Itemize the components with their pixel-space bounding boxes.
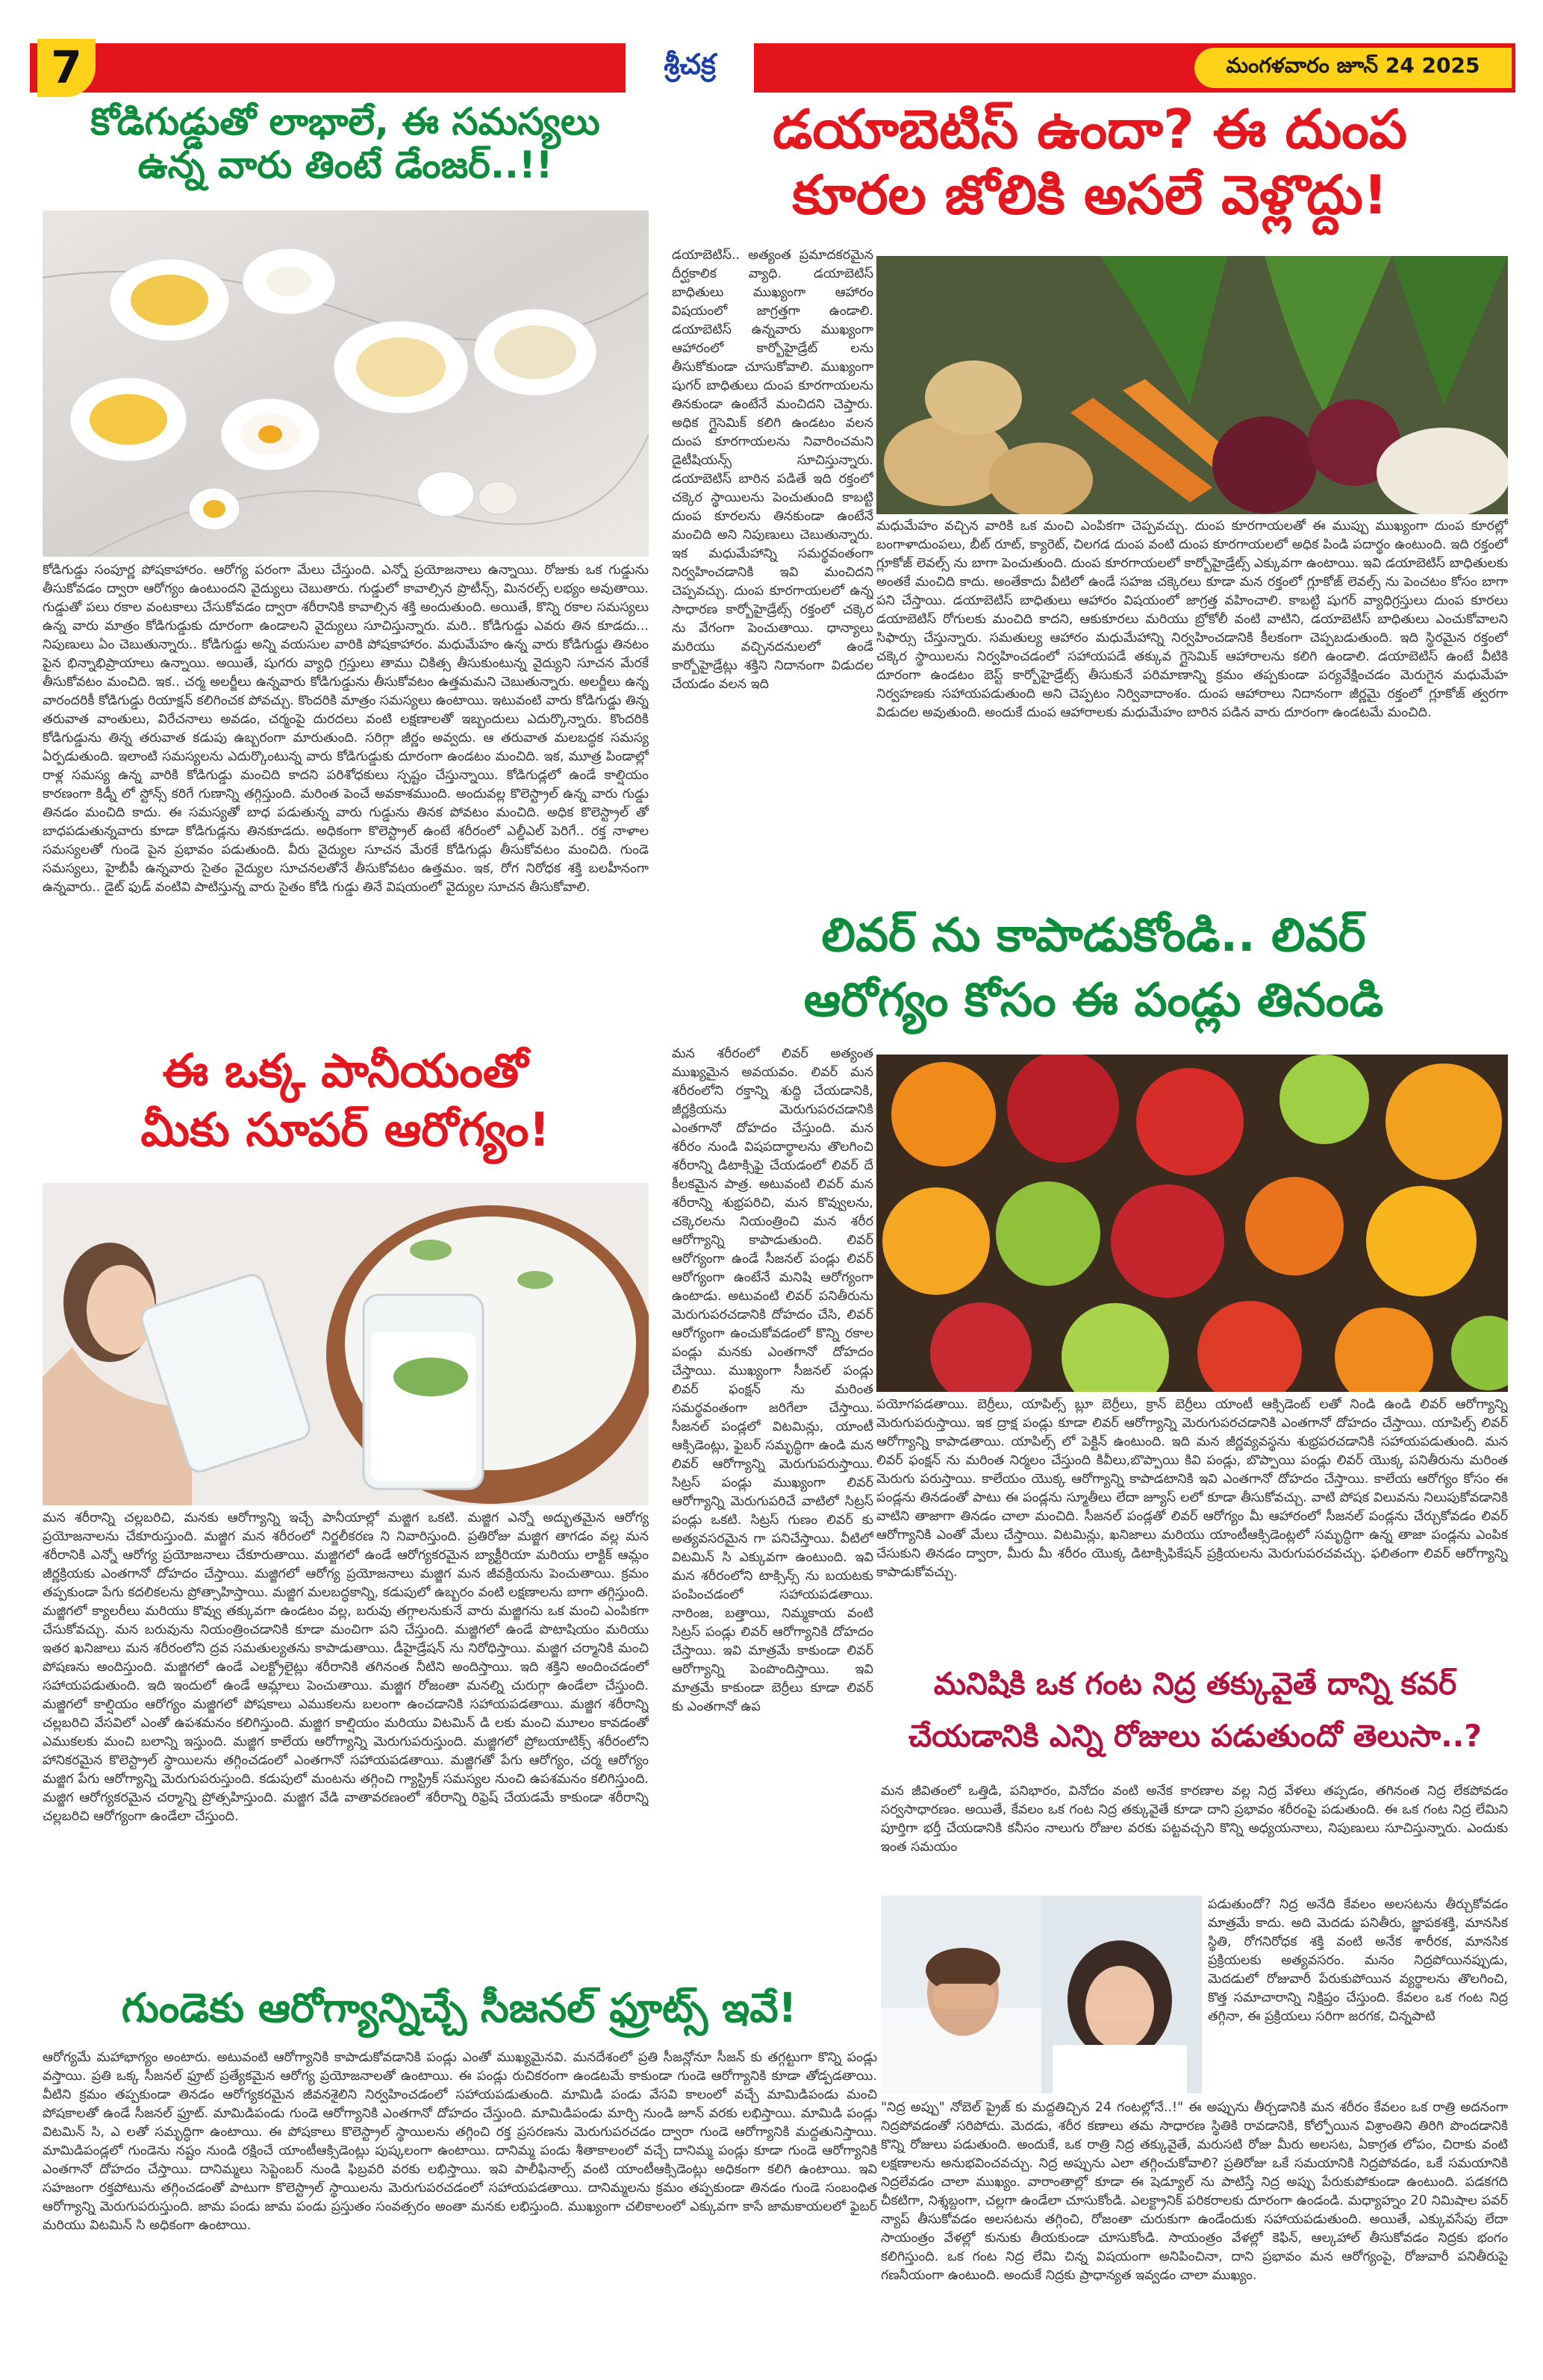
liver-headline-line1: లివర్ ను కాపాడుకోండి.. లివర్	[821, 908, 1366, 962]
fruits-photo	[876, 1055, 1508, 1392]
sleep-body-top: మన జీవితంలో ఒత్తిడి, పనిభారం, వినోదం వంటి అనేక కారణాల వల్ల నిద్ర వేళలు తప్పడం, తగినంత నిద్ర లేకపోవడం సర్వసాధారణం. అయితే, కేవలం ఒక గంట నిద్ర తక్కువైతే కూడా దాని ప్రభావం శరీరంపై పడుతుంది. ఈ ఒక గంట నిద్ర లేమిని పూర్తిగా భర్తీ చేయడానికి కనీసం నాలుగు రోజుల వరకు పట్టవచ్చని కొన్ని అధ్యయనాలు, నిపుణులు సూచిస్తున్నారు. ఎందుకు ఇంత సమయం	[881, 1784, 1508, 1855]
buttermilk-headline-line2: మీకు సూపర్ ఆరోగ్యం!	[140, 1102, 550, 1158]
sleep-body-bottom: "నిద్ర అప్పు" నోబెల్ ప్రైజ్ కు మద్దతిచ్చిన 24 గంటల్లోనే..!" ఈ అప్పును తీర్చడానికి మన శరీరం కేవలం ఒక రాత్రి అదనంగా నిద్రపోవడంతో సరిపోదు. మెదడు, శరీర కణాలు తమ సాధారణ స్థితికి రావడానికి, కోల్పోయిన విశ్రాంతిని తిరిగి పొందడానికి కొన్ని రోజులు పడుతుంది. అందుకే, ఒక రాత్రి నిద్ర తక్కువైతే, మరుసటి రోజు మీరు అలసట, ఏకాగ్రత లోపం, చిరాకు వంటి లక్షణాలను అనుభవించవచ్చు. నిద్ర అప్పును ఎలా తగ్గించుకోవాలి? ప్రతిరోజు ఒకే సమయానికి నిద్రపోవడం, ఒకే సమయానికి నిద్రలేవడం చాలా ముఖ్యం. వారాంతాల్లో కూడా ఈ షెడ్యూల్ ను పాటిస్తే నిద్ర అప్పు పేరుకుపోకుండా ఉంటుంది. పడకగది చీకటిగా, నిశ్శబ్దంగా, చల్లగా ఉండేలా చూసుకోండి. ఎలక్ట్రానిక్ పరికరాలకు దూరంగా ఉండండి. మధ్యాహ్నం 20 నిమిషాల పవర్ న్యాప్ తీసుకోవడం అలసటను తగ్గించి, రోజంతా చురుకుగా ఉండేందుకు సహాయపడుతుంది. అయితే, ఎక్కువసేపు లేదా సాయంత్రం వేళల్లో కునుకు తీయకుండా చూసుకోండి. సాయంత్రం వేళల్లో కెఫిన్, ఆల్కహాల్ తీసుకోవడం నిద్రకు భంగం కలిగిస్తుంది. ఒక గంట నిద్ర లేమి చిన్న విషయంగా అనిపించినా, దాని ప్రభావం మన ఆరోగ్యంపై, రోజువారీ పనితీరుపై గణనీయంగా ఉంటుంది. అందుకే నిద్రకు ప్రాధాన్యత ఇవ్వడం చాలా ముఖ్యం.	[881, 2100, 1508, 2283]
eggs-headline-line2: ఉన్న వారు తింటే డేంజర్..!!	[137, 143, 553, 187]
eggs-body: కోడిగుడ్డు సంపూర్ణ పోషకాహారం. ఆరోగ్య పరంగా మేలు చేస్తుంది. ఎన్నో ప్రయోజనాలు ఉన్నాయి. రోజుకు ఒక గుడ్డును తీసుకోవడం ద్వారా ఆరోగ్యం ఉంటుందని వైద్యులు చెబుతారు. గుడ్డులో కావాల్సిన ప్రొటీన్స్, మినరల్స్ లభ్యం అవుతాయి. గుడ్డుతో పలు రకాల వంటకాలు చేసుకోవడం ద్వారా శరీరానికి కావాల్సిన శక్తి అందుతుంది. అయితే, కొన్ని రకాల సమస్యలు ఉన్న వారు మాత్రం కోడిగుడ్డుకు దూరంగా ఉండాలని వైద్యులు సూచిస్తున్నారు. మరి.. కోడిగుడ్డు ఎవరు తిన కూడదు... నిపుణులు ఏం చెబుతున్నారు.. కోడిగుడ్డు అన్ని వయసుల వారికి పోషకాహారం. మధుమేహం ఉన్న వారు కోడిగుడ్డు తినటం పైన భిన్నాభిప్రాయాలు ఉన్నాయి. అయితే, షుగరు వ్యాధి గ్రస్తులు తాము చికిత్స తీసుకుంటున్న వైద్యుని సూచన మేరకే తీసుకోవటం మంచిది. ఇక.. చర్మ అలర్జీలు ఉన్నవారు కోడిగుడ్డును తీసుకోవటం ఉత్తమమని చెబుతున్నారు. అలర్జీలు ఉన్న వారందరికీ కోడిగుడ్డు రియాక్షన్ కలిగించక పోవచ్చు. కొందరికి మాత్రం సమస్యలు ఉంటాయి. ఇటువంటి వారు కోడిగుడ్డు తిన్న తరువాత వాంతులు, విరేచనాలు అవడం, చర్మంపై దురదలు వంటి లక్షణాలతో ఇబ్బందులు ఎదుర్కొన్నారు. కొందరికి కోడిగుడ్డును తిన్న తరువాత కడుపు ఉబ్బరంగా మారుతుంది. సరిగ్గా జీర్ణం అవ్వదు. ఆ తరువాత మలబద్ధక సమస్య ఏర్పడుతుంది. ఇలాంటి సమస్యలను ఎదుర్కొంటున్న వారు కోడిగుడ్డుకు దూరంగా ఉండటం మంచిది. ఇక, మూత్ర పిండాల్లో రాళ్ల సమస్య ఉన్న వారికి కోడిగుడ్డు మంచిది కాదని పరిశోధకులు స్పష్టం చేస్తున్నాయి. కోడిగుడ్లలో ఉండే కాల్షియం కారణంగా కిడ్నీ లో స్టోన్స్ కరిగే గుణాన్ని తగ్గిస్తుంది. మరింత పెంచే అవకాశముంది. అందువల్ల కొలెస్ట్రాల్ ఉన్న వారు గుడ్డు తినడం మంచిది కాదు. ఈ సమస్యతో బాధ పడుతున్న వారు గుడ్డును తినక పోవటం మంచిది. అధిక కొలెస్ట్రాల్ తో బాధపడుతున్నవారు కూడా కోడిగుడ్లను తినకూడదు. అధికంగా కొలెస్ట్రాల్ ఉంటే శరీరంలో ఎల్డీఎల్ పెరిగే.. రక్త నాళాల సమస్యలతో గుండె పైన ప్రభావం పడుతుంది. వీరు వైద్యుల సూచన మేరకే కోడిగుడ్లు తీసుకోవటం మంచిది. గుండె సమస్యలు, హైబీపీ ఉన్నవారు సైతం వైద్యుల సూచనలతోనే తీసుకోవటం ఉత్తమం. ఇక, రోగ నిరోధక శక్తి బలహీనంగా ఉన్నవారు.. డైట్ ఫుడ్ వంటివి పాటిస్తున్న వారు సైతం కోడి గుడ్డు తినే విషయంలో వైద్యుల సూచన తీసుకోవాలి.	[43, 563, 649, 895]
diabetes-body-left: డయాబెటిస్.. అత్యంత ప్రమాదకరమైన దీర్ఘకాలిక వ్యాధి. డయాబెటిస్ బాధితులు ముఖ్యంగా ఆహారం విషయంలో జాగ్రత్తగా ఉండాలి. డయాబెటిస్ ఉన్నవారు ముఖ్యంగా ఆహారంలో కార్బోహైడ్రేట్ లను తీసుకోకుండా చూసుకోవాలి. ముఖ్యంగా షుగర్ బాధితులు దుంప కూరగాయలను తినకుండా ఉంటేనే మంచిదని చెప్తారు. అధిక గ్లైసెమిక్ కలిగి ఉండటం వలన దుంప కూరగాయలను నివారించమని డైటీషియన్స్ సూచిస్తున్నారు. డయాబెటిస్ బారిన పడితే ఇది రక్తంలో చక్కెర స్థాయిలను పెంచుతుంది కాబట్టి దుంప కూరలను తినకుండా ఉంటేనే మంచిది అని నిపుణులు చెబుతున్నారు. ఇక మధుమేహాన్ని సమర్థవంతంగా నిర్వహించడానికి ఇవి మంచిదని చెప్పవచ్చు. దుంప కూరగాయలలో ఉన్న సాధారణ కార్బోహైడ్రేట్స్ రక్తంలో చక్కెర ను వేగంగా పెంచుతాయి. ధాన్యాలు మరియు వచ్చినదనులలో ఉండే కార్బోహైడ్రేట్లు శక్తిని నిదానంగా విడుదల చేయడం వలన ఇది	[672, 248, 873, 692]
sleep-headline-line2: చేయడానికి ఎన్ని రోజులు పడుతుందో తెలుసా..?	[908, 1717, 1483, 1754]
buttermilk-headline	[30, 1041, 661, 1160]
diabetes-body-right: మధుమేహం వచ్చిన వారికి ఒక మంచి ఎంపికగా చెప్పవచ్చు. దుంప కూరగాయలతో ఈ ముప్పు ముఖ్యంగా దుంప కూరల్లో బంగాళాదుంపలు, బీట్ రూట్, క్యారెట్, చిలగడ దుంప వంటి దుంప కూరగాయలలో అధిక పిండి పదార్థం ఉంటుంది. ఇది రక్తంలో గ్లూకోజ్ లెవల్స్ ను బాగా పెంచుతుంది. దుంప కూరగాయలలో కార్బోహైడ్రేట్స్ ఎక్కువగా ఉంటాయి. ఇవి డయాబెటిస్ బాధితులకు అంతకే మంచిది కాదు. అంతేకాదు వీటిలో ఉండే సహజ చక్కెరలు కూడా మన రక్తంలో గ్లూకోజ్ లెవల్స్ ను పెంచటం కోసం బాగా పని చేస్తాయి. డయాబెటిస్ బాధితులు ఆహారం విషయంలో జాగ్రత్త వహించాలి. కాబట్టి షుగర్ వ్యాధిగ్రస్తులు దుంప కూరలు డయాబెటిస్ రోగులకు మంచిది కాదని, ఆకుకూరలు మరియు బ్రోకోలీ వంటి వాటిని, డయాబెటిస్ బాధితులు ఎంచుకోవాలని సిఫార్సు చేస్తున్నారు. సమతుల్య ఆహారం మధుమేహాన్ని నిర్వహించడానికి కీలకంగా చెప్పబడుతుంది. ఇది స్థిరమైన రక్తంలో చక్కెర స్థాయిలను నిర్వహించడంలో సహాయపడే తక్కువ గ్లైసెమిక్ ఆహారాలను కలిగి ఉండాలి. డయాబెటిస్ ఉంటే వీటికి దూరంగా ఉండటం బెస్ట్ కార్బోహైడ్రేట్స్ తీసుకునే పరిమాణాన్ని క్రమం తప్పకుండా పర్యవేక్షించడం మెరుగైన మధుమేహ నిర్వహణకు సహాయపడుతుంది అని చెప్పటం నిర్వివాదాంశం. దుంప ఆహారాలు నిదానంగా జీర్ణమై రక్తంలో గ్లూకోజ్ త్వరగా విడుదల అవుతుంది. అందుకే దుంప ఆహారాలకు మధుమేహం బారిన పడిన వారు దూరంగా ఉండటమే మంచిది.	[876, 519, 1508, 720]
diabetes-headline-line1: డయాబెటిస్ ఉందా? ఈ దుంప	[773, 98, 1407, 160]
liver-headline	[672, 903, 1515, 1033]
newspaper-logo: శ్రీచక్ర	[626, 43, 754, 93]
sleep-headline-line1: మనిషికి ఒక గంట నిద్ర తక్కువైతే దాన్ని కవర్	[933, 1666, 1457, 1702]
diabetes-headline-line2: కూరల జోలికి అసలే వెళ్లొద్దు!	[792, 163, 1388, 226]
eggs-headline-line1: కోడిగుడ్డుతో లాభాలే, ఈ సమస్యలు	[90, 100, 600, 143]
liver-body-right: పయోగపడతాయి. బెర్రీలు, యాపిల్స్ బ్లూ బెర్రీలు, క్రాన్ బెర్రీలు యాంటీ ఆక్సిడెంట్ లతో నిండి ఉండి లివర్ ఆరోగ్యాన్ని మెరుగుపరుస్తాయి. ఇక ద్రాక్ష పండ్లు కూడా లివర్ ఆరోగ్యాన్ని మెరుగుపరచడానికి ఎంతగానో దోహదం చేస్తాయి. యాపిల్స్ లివర్ ఆరోగ్యాన్ని కాపాడతాయి. యాపిల్స్ లో పెక్టిన్ ఉంటుంది. ఇది మన జీర్ణవ్యవస్థను శుభ్రపరచడానికి సహాయపడుతుంది. మన లివర్ ఫంక్షన్ ను మరింత నిర్మలం చేస్తుంది కివీలు,బొప్పాయి కివి పండ్లు, బొప్పాయి పండ్లు లివర్ యొక్క పనితీరును మరింత మెరుగు పరుస్తాయి. కాలేయం యొక్క ఆరోగ్యాన్ని కాపాడటానికి ఇవి ఎంతగానో దోహదం చేస్తాయి. కాలేయ ఆరోగ్యం కోసం ఈ పండ్లను తినడంతో పాటు ఈ పండ్లను స్మూతీలు లేదా జ్యూస్ లలో కూడా తీసుకోవచ్చు. వాటి పోషక విలువను నిలుపుకోవడానికి వాటిని తాజాగా తినడం చాలా మంచిది. సీజనల్ పండ్లతో లివర్ ఆరోగ్యం మీ ఆహారంలో సీజనల్ పండ్లను చేర్చుకోవడం లివర్ ఆరోగ్యానికి ఎంతో మేలు చేస్తాయి. విటమిన్లు, ఖనిజాలు మరియు యాంటీఆక్సిడెంట్లలో సమృద్ధిగా ఉన్న తాజా పండ్లను ఎంపిక చేసుకుని తినడం ద్వారా, మీరు మీ శరీరం యొక్క డిటాక్సిఫికేషన్ ప్రక్రియలను మెరుగుపరచవచ్చు. ఫలితంగా లివర్ ఆరోగ్యాన్ని కాపాడుకోవచ్చు.	[876, 1397, 1508, 1580]
buttermilk-headline-line1: ఈ ఒక్క పానీయంతో	[162, 1043, 529, 1098]
page-number: 7	[37, 39, 96, 97]
buttermilk-body: మన శరీరాన్ని చల్లబరిచి, మనకు ఆరోగ్యాన్ని ఇచ్చే పానీయాల్లో మజ్జిగ ఒకటి. మజ్జిగ ఎన్నో అద్భుతమైన ఆరోగ్య ప్రయోజనాలను చేకూరుస్తుంది. మజ్జిగ మన శరీరంలో నిర్జలీకరణ ని నివారిస్తుంది. ప్రతిరోజు మజ్జిగ తాగడం వల్ల మన శరీరానికి ఎన్నో ఆరోగ్య ప్రయోజనాలు చేకూరుతాయి. మజ్జిగలో ఉండే ఆరోగ్యకరమైన బ్యాక్టీరియా మరియు లాక్టిక్ ఆమ్లం జీర్ణక్రియకు ఎంతగానో దోహదం చేస్తాయి. మజ్జిగలో ఆరోగ్య ప్రయోజనాలు మజ్జిగ మన జీవక్రియను పెంచుతాయి. క్రమం తప్పకుండా పేగు కదలికలను ప్రోత్సాహిస్తాయి. మజ్జిగ మలబద్ధకాన్ని, కడుపులో ఉబ్బరం వంటి లక్షణాలను బాగా తగ్గిస్తుంది. మజ్జిగలో క్యాలరీలు మరియు కొవ్వు తక్కువగా ఉండటం వల్ల, బరువు తగ్గాలనుకునే వారు మజ్జిగను ఒక మంచి ఎంపికగా చేసుకోవచ్చు. మన బరువును నియంత్రించడానికి కూడా మంచిగా పని చేస్తుంది. మజ్జిగలో ఉండే పొటాషియం మరియు ఇతర ఖనిజాలు మన శరీరంలోని ద్రవ సమతుల్యతను కాపాడుతాయి. డీహైడ్రేషన్ ను నిరోధిస్తాయి. మజ్జిగ చర్మానికి మంచి పోషణను అందిస్తుంది. మజ్జిగలో ఉండే ఎలక్ట్రోలైట్లు శరీరానికి తగినంత నీటిని అందిస్తాయి. ఇది శక్తిని అందించడంలో సహాయపడుతుంది. ఇది ఇందులో ఉండే ఆమ్లాలు పెంచుతాయి. మజ్జిగ రోజంతా మనల్ని చురుగ్గా ఉండేలా చేస్తుంది. మజ్జిగలో కాల్షియం ఆరోగ్యం మజ్జిగలో పోషకాలు ఎముకలను బలంగా ఉంచడానికి సహాయపడతాయి. మజ్జిగ శరీరాన్ని చల్లబరిచి వేసవిలో ఎంతో ఉపశమనం కలిగిస్తుంది. మజ్జిగ కాల్షియం మరియు విటమిన్ డి లకు మంచి మూలం కావడంతో ఎముకలకు మంచి బలాన్ని ఇస్తుంది. మజ్జిగ కాలేయ ఆరోగ్యాన్ని మెరుగుపరుస్తుంది. మజ్జిగలో ప్రోబయాటిక్స్ శరీరంలోని హానికరమైన కొలెస్ట్రాల్ స్థాయిలను తగ్గించడంలో ఎంతగానో సహాయపడతాయి. మజ్జిగతో పేగు ఆరోగ్యం, చర్మ ఆరోగ్యం మజ్జిగ పేగు ఆరోగ్యాన్ని మెరుగుపరుస్తుంది. కడుపులో మంటను తగ్గించి గ్యాస్ట్రిక్ సమస్యల నుంచి ఉపశమనం కలిగిస్తుంది. మజ్జిగ ఆరోగ్యకరమైన చర్మాన్ని ప్రోత్సహిస్తుంది. మజ్జిగ వేడి వాతావరణంలో శరీరాన్ని రిఫ్రెష్ చేయడమే కాకుండా శరీరాన్ని చల్లబరిచి ఆరోగ్యంగా ఉండేలా చేస్తుంది.	[43, 1511, 649, 1824]
heart-body: ఆరోగ్యమే మహాభాగ్యం అంటారు. అటువంటి ఆరోగ్యానికి కాపాడుకోవడానికి పండ్లు ఎంతో ముఖ్యమైనవి. మనదేశంలో ప్రతి సీజన్లోనూ సీజన్ కు తగ్గట్టుగా కొన్ని పండ్లు వస్తాయి. ప్రతి ఒక్క సీజనల్ ఫ్రూట్ ప్రత్యేకమైన ఆరోగ్య ప్రయోజనాలతో ఉంటాయి. ఈ పండ్లు రుచికరంగా ఉండటమే కాకుండా గుండె ఆరోగ్యానికి కూడా తోడ్పడతాయి. వీటిని క్రమం తప్పకుండా తినడం ఆరోగ్యకరమైన జీవనశైలిని నిర్వహించడంలో సహాయపడుతుంది. మామిడి పండు వేసవి కాలంలో వచ్చే మామిడిపండు మంచి పోషకాలతో ఉండే సీజనల్ ఫ్రూట్. మామిడిపండు గుండె ఆరోగ్యానికి ఎంతగానో దోహదం చేస్తుంది. మామిడిపండు మార్చి నుండి జూన్ వరకు లభిస్తాయి. మామిడి పండ్లు విటమిన్ సి, ఎ లతో సమృద్ధిగా ఉంటాయి. ఈ పోషకాలు కొలెస్ట్రాల్ స్థాయిలను తగ్గించి రక్త ప్రసరణను మెరుగుపరచడం ద్వారా గుండె ఆరోగ్యానికి మద్దతునిస్తాయి. మామిడిపండ్లలో గుండెను నష్టం నుండి రక్షించే యాంటీఆక్సిడెంట్లు పుష్కలంగా ఉంటాయి. దానిమ్మ పండు శీతాకాలంలో వచ్చే దానిమ్మ పండ్లు కూడా గుండె ఆరోగ్యానికి ఎంతగానో దోహదం చేస్తాయి. దానిమ్మలు సెప్టెంబర్ నుండి ఫిబ్రవరి వరకు లభిస్తాయి. ఇవి పాలీఫినాల్స్ వంటి యాంటీఆక్సిడెంట్లు అధికంగా కలిగి ఉంటాయి. ఇవి సహజంగా రక్తపోటును తగ్గించడంతో పాటుగా కొలెస్ట్రాల్ స్థాయిలను మెరుగుపరచడంలో సహాయపడతాయి. దానిమ్మలను క్రమం తప్పకుండా తినడం గుండె సంబంధిత ఆరోగ్యాన్ని మెరుగుపరుస్తుంది. జామ పండు జామ పండు ప్రస్తుతం సంవత్సరం అంతా మనకు లభిస్తుంది. ముఖ్యంగా చలికాలంలో ఎక్కువగా కాసే జామకాయలలో ఫైబర్ మరియు విటమిన్ సి అధికంగా ఉంటాయి.	[43, 2050, 877, 2233]
eggs-headline	[30, 101, 661, 187]
root-vegetables-photo	[876, 256, 1508, 514]
diabetes-headline	[664, 97, 1515, 228]
sleep-photo	[881, 1896, 1202, 2093]
liver-body-left: మన శరీరంలో లివర్ అత్యంత ముఖ్యమైన అవయవం. లివర్ మన శరీరంలోని రక్తాన్ని శుద్ధి చేయడానికి, జీర్ణక్రియను మెరుగుపరచడానికి ఎంతగానో దోహదం చేస్తుంది. మన శరీరం నుండి విషపదార్థాలను తొలగించి శరీరాన్ని డిటాక్సిఫై చేయడంలో లివర్ దే కీలకమైన పాత్ర. అటువంటి లివర్ మన శరీరాన్ని శుభ్రపరిచి, మన కొవ్వులను, చక్కెరలను నియంత్రించి మన శరీర ఆరోగ్యాన్ని కాపాడుతుంది. లివర్ ఆరోగ్యంగా ఉండే సీజనల్ పండ్లు లివర్ ఆరోగ్యంగా ఉంటేనే మనిషి ఆరోగ్యంగా ఉంటాడు. అటువంటి లివర్ పనితీరును మెరుగుపరచడానికి దోహదం చేసి, లివర్ ఆరోగ్యంగా ఉంచుకోవడంలో కొన్ని రకాల పండ్లు మనకు ఎంతగానో దోహదం చేస్తాయి. ముఖ్యంగా సీజనల్ పండ్లు లివర్ ఫంక్షన్ ను మరింత సమర్థవంతంగా జరిగేలా చేస్తాయి. సీజనల్ పండ్లలో విటమిన్లు, యాంటీ ఆక్సిడెంట్లు, ఫైబర్ సమృద్ధిగా ఉండి మన లివర్ ఆరోగ్యాన్ని మెరుగుపరుస్తాయి. సిట్రస్ పండ్లు ముఖ్యంగా లివర్ ఆరోగ్యాన్ని మెరుగుపరిచే వాటిలో సిట్రస్ పండ్లు ఒకటి. సిట్రస్ గుణం లివర్ కు అత్యవసరమైన గా పనిచేస్తాయి. వీటిలో విటమిన్ సి ఎక్కువగా ఉంటుంది. ఇవి మన శరీరంలోని టాక్సిన్స్ ను బయటకు పంపించడంలో సహాయపడతాయి. నారింజ, బత్తాయి, నిమ్మకాయ వంటి సిట్రస్ పండ్లు లివర్ ఆరోగ్యానికి దోహదం చేస్తాయి. ఇవి మాత్రమే కాకుండా లివర్ ఆరోగ్యాన్ని పెంపొందిస్తాయి. ఇవి మాత్రమే కాకుండా బెర్రీలు కూడా లివర్ కు ఎంతగానో ఉప	[672, 1046, 873, 1714]
liver-headline-line2: ఆరోగ్యం కోసం ఈ పండ్లు తినండి	[803, 972, 1384, 1027]
sleep-headline	[878, 1658, 1512, 1762]
heart-headline: గుండెకు ఆరోగ్యాన్నిచ్చే సీజనల్ ఫ్రూట్స్ ఇవే!	[121, 1984, 797, 2031]
sleep-body-side: పడుతుందో? నిద్ర అనేది కేవలం అలసటను తీర్చుకోవడం మాత్రమే కాదు. అది మెదడు పనితీరు, జ్ఞాపకశక్తి, మానసిక స్థితి, రోగనిరోధక శక్తి వంటి అనేక శారీరక, మానసిక ప్రక్రియలకు అత్యవసరం. మనం నిద్రపోయినప్పుడు, మెదడులో రోజువారీ పేరుకుపోయిన వ్యర్థాలను తొలగించి, కొత్త సమాచారాన్ని నిక్షిప్తం చేస్తుంది. కేవలం ఒక గంట నిద్ర తగ్గినా, ఈ ప్రక్రియలు సరిగా జరగక, చిన్నపాటి	[1208, 1897, 1508, 2024]
buttermilk-photo	[43, 1183, 649, 1505]
eggs-photo	[43, 210, 649, 557]
dateline: మంగళవారం జూన్ 24 2025	[1194, 48, 1512, 88]
